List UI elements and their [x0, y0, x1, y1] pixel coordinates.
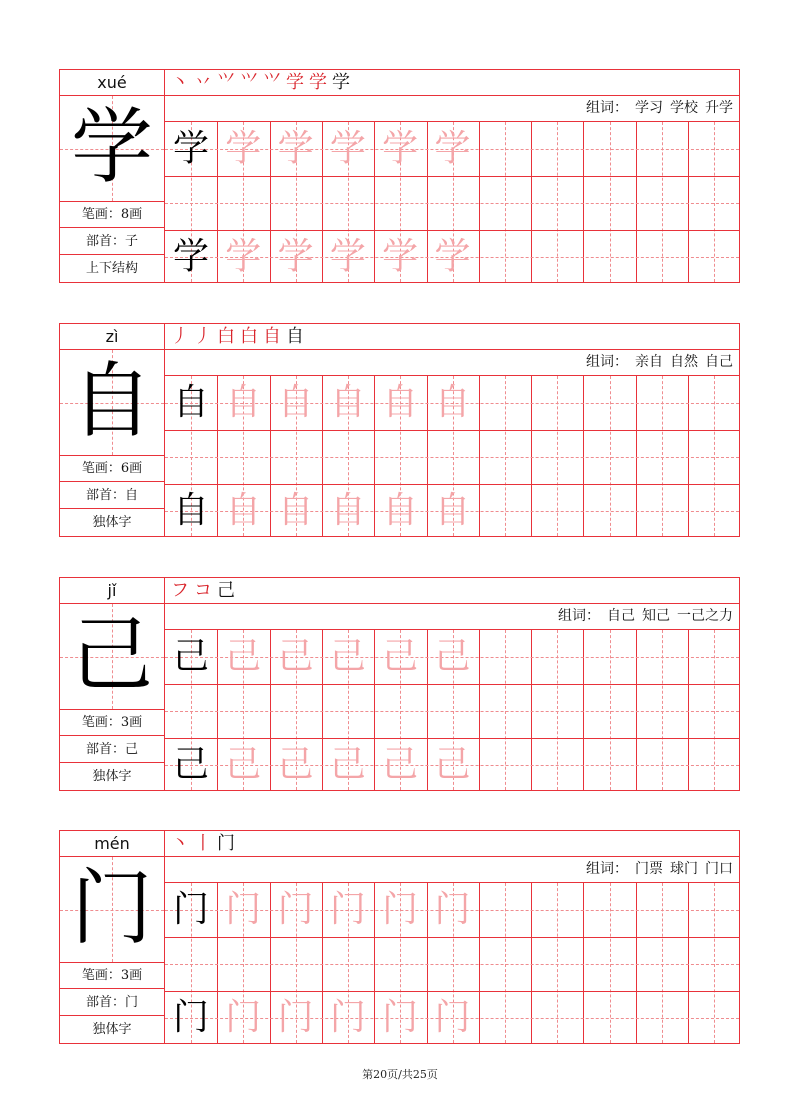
big-character-box [60, 857, 164, 963]
pinyin-label: jǐ [60, 578, 164, 604]
stroke-order-row [165, 831, 739, 857]
grid-line [165, 684, 739, 685]
trace-character[interactable]: 门 [277, 889, 314, 930]
trace-character[interactable]: 门 [225, 997, 262, 1038]
word-group-label: 组词： [586, 100, 628, 116]
grid-dash [662, 883, 663, 1043]
stroke-step: 白 [217, 326, 235, 347]
word-example: 球门 [670, 861, 698, 877]
stroke-step: ⺍ [217, 72, 235, 93]
word-group-label: 组词： [586, 354, 628, 370]
grid-line [165, 937, 739, 938]
trace-character[interactable]: 学 [225, 236, 262, 277]
trace-character[interactable]: 学 [329, 236, 366, 277]
word-group-row [165, 857, 739, 883]
grid-line [531, 376, 532, 536]
grid-dash [714, 883, 715, 1043]
grid-line [165, 430, 739, 431]
grid-line [688, 630, 689, 790]
radical-label: 部首：门 [60, 990, 164, 1016]
trace-character[interactable]: 自 [434, 490, 471, 531]
stroke-step: ⺍ [240, 72, 258, 93]
trace-character[interactable]: 学 [382, 236, 419, 277]
stroke-step: 丨 [194, 833, 212, 854]
grid-line [165, 176, 739, 177]
grid-line [583, 883, 584, 1043]
grid-line [479, 883, 480, 1043]
trace-character[interactable]: 门 [434, 997, 471, 1038]
grid-dash [557, 122, 558, 282]
word-example: 自然 [670, 354, 698, 370]
grid-dash [610, 630, 611, 790]
grid-dash [610, 376, 611, 536]
radical-label: 部首：己 [60, 737, 164, 763]
trace-character[interactable]: 己 [382, 636, 419, 677]
word-group-row [165, 350, 739, 376]
model-character: 自 [172, 382, 209, 423]
trace-character[interactable]: 己 [329, 744, 366, 785]
word-example: 学校 [670, 100, 698, 116]
trace-character[interactable]: 自 [382, 382, 419, 423]
grid-dash [714, 122, 715, 282]
stroke-step: コ [194, 580, 212, 601]
word-example: 自己 [607, 608, 635, 624]
grid-line [479, 122, 480, 282]
trace-character[interactable]: 自 [225, 382, 262, 423]
grid-dash [505, 122, 506, 282]
structure-label: 独体字 [92, 1022, 132, 1037]
trace-character[interactable]: 自 [225, 490, 262, 531]
grid-line [688, 883, 689, 1043]
trace-character[interactable]: 自 [382, 490, 419, 531]
grid-dash [557, 376, 558, 536]
word-example: 一己之力 [677, 608, 733, 624]
character-card [59, 577, 740, 791]
stroke-count-label: 笔画：3画 [60, 710, 164, 736]
big-character-box [60, 350, 164, 456]
model-character: 门 [172, 997, 209, 1038]
trace-character[interactable]: 学 [277, 128, 314, 169]
grid-line [688, 122, 689, 282]
character-info-column [60, 324, 165, 536]
character-info-column [60, 831, 165, 1043]
character-card [59, 69, 740, 283]
trace-character[interactable]: 门 [382, 889, 419, 930]
stroke-order-row [165, 578, 739, 604]
stroke-count-label: 笔画：8画 [60, 202, 164, 228]
grid-dash [557, 883, 558, 1043]
grid-dash [714, 376, 715, 536]
stroke-order-row [165, 70, 739, 96]
grid-dash [165, 964, 739, 965]
word-group-row [165, 96, 739, 122]
word-example: 门票 [635, 861, 663, 877]
trace-character[interactable]: 门 [434, 889, 471, 930]
grid-line [531, 883, 532, 1043]
structure-label: 独体字 [92, 769, 132, 784]
big-character: 门 [70, 861, 153, 956]
grid-dash [714, 630, 715, 790]
stroke-step: 白 [240, 326, 258, 347]
big-character: 学 [70, 100, 153, 195]
stroke-step: 学 [286, 72, 304, 93]
big-character: 己 [70, 608, 153, 703]
trace-character[interactable]: 门 [329, 997, 366, 1038]
model-character: 门 [172, 889, 209, 930]
page-footer: 第20页/共25页 [362, 1068, 438, 1081]
pinyin-label: xué [60, 70, 164, 96]
stroke-step: ⺍ [263, 72, 281, 93]
trace-character[interactable]: 己 [277, 636, 314, 677]
model-character: 学 [172, 128, 209, 169]
grid-line [479, 630, 480, 790]
stroke-step: 丶 [171, 833, 189, 854]
trace-character[interactable]: 门 [329, 889, 366, 930]
trace-character[interactable]: 自 [329, 490, 366, 531]
grid-dash [557, 630, 558, 790]
grid-dash [662, 376, 663, 536]
model-character: 自 [172, 490, 209, 531]
grid-line [583, 122, 584, 282]
word-example: 升学 [705, 100, 733, 116]
model-character: 己 [172, 636, 209, 677]
stroke-step: 自 [286, 326, 304, 347]
grid-dash [165, 203, 739, 204]
trace-character[interactable]: 学 [434, 128, 471, 169]
trace-character[interactable]: 己 [434, 744, 471, 785]
trace-character[interactable]: 己 [225, 636, 262, 677]
word-group-label: 组词： [558, 608, 600, 624]
pinyin-label: zì [60, 324, 164, 350]
radical-label: 部首：自 [60, 483, 164, 509]
trace-character[interactable]: 己 [434, 636, 471, 677]
stroke-step: 丿 [171, 326, 189, 347]
character-info-column [60, 578, 165, 790]
grid-line [636, 630, 637, 790]
structure-label: 独体字 [92, 515, 132, 530]
model-character: 己 [172, 744, 209, 785]
trace-character[interactable]: 学 [434, 236, 471, 277]
stroke-step: フ [171, 580, 189, 601]
trace-character[interactable]: 己 [277, 744, 314, 785]
word-group-label: 组词： [586, 861, 628, 877]
structure-label: 上下结构 [85, 261, 138, 276]
trace-character[interactable]: 学 [277, 236, 314, 277]
practice-grid [165, 630, 739, 790]
word-example: 知己 [642, 608, 670, 624]
big-character-box [60, 96, 164, 202]
character-card [59, 830, 740, 1044]
model-character: 学 [172, 236, 209, 277]
radical-label: 部首：子 [60, 229, 164, 255]
trace-character[interactable]: 门 [382, 997, 419, 1038]
trace-character[interactable]: 自 [277, 490, 314, 531]
stroke-order-row [165, 324, 739, 350]
stroke-step: 自 [263, 326, 281, 347]
trace-character[interactable]: 自 [434, 382, 471, 423]
trace-character[interactable]: 学 [382, 128, 419, 169]
grid-dash [505, 883, 506, 1043]
grid-line [479, 376, 480, 536]
big-character: 自 [70, 354, 153, 449]
trace-character[interactable]: 己 [382, 744, 419, 785]
trace-character[interactable]: 学 [225, 128, 262, 169]
grid-dash [165, 457, 739, 458]
grid-line [531, 630, 532, 790]
trace-character[interactable]: 自 [277, 382, 314, 423]
trace-character[interactable]: 门 [225, 889, 262, 930]
grid-line [636, 376, 637, 536]
grid-line [688, 376, 689, 536]
stroke-count-label: 笔画：6画 [60, 456, 164, 482]
stroke-step: 学 [332, 72, 350, 93]
trace-character[interactable]: 己 [225, 744, 262, 785]
word-example: 学习 [635, 100, 663, 116]
stroke-step: 丶 [171, 72, 189, 93]
trace-character[interactable]: 己 [329, 636, 366, 677]
stroke-step: 丿 [194, 326, 212, 347]
grid-dash [610, 122, 611, 282]
grid-dash [610, 883, 611, 1043]
grid-dash [505, 630, 506, 790]
grid-dash [505, 376, 506, 536]
trace-character[interactable]: 门 [277, 997, 314, 1038]
word-group-row [165, 604, 739, 630]
trace-character[interactable]: 自 [329, 382, 366, 423]
word-example: 亲自 [635, 354, 663, 370]
stroke-count-label: 笔画：3画 [60, 963, 164, 989]
stroke-step: 门 [217, 833, 235, 854]
stroke-step: 学 [309, 72, 327, 93]
character-card [59, 323, 740, 537]
word-example: 门口 [705, 861, 733, 877]
pinyin-label: mén [60, 831, 164, 857]
character-info-column [60, 70, 165, 282]
grid-line [636, 122, 637, 282]
practice-grid [165, 883, 739, 1043]
grid-line [583, 376, 584, 536]
stroke-step: 己 [217, 580, 235, 601]
grid-dash [662, 122, 663, 282]
grid-dash [662, 630, 663, 790]
stroke-step: 丷 [194, 72, 212, 93]
practice-grid [165, 122, 739, 282]
grid-line [531, 122, 532, 282]
trace-character[interactable]: 学 [329, 128, 366, 169]
grid-line [636, 883, 637, 1043]
practice-grid [165, 376, 739, 536]
word-example: 自己 [705, 354, 733, 370]
grid-dash [165, 711, 739, 712]
big-character-box [60, 604, 164, 710]
grid-line [583, 630, 584, 790]
